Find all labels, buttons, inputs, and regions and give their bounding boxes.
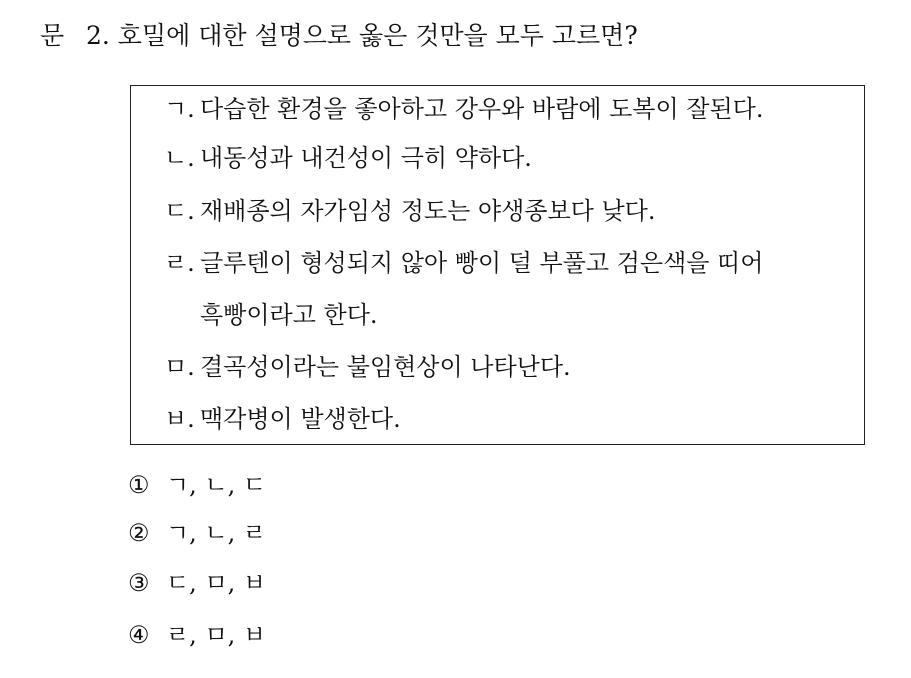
answer-choice[interactable] [128,566,266,600]
statement-box [130,85,865,445]
question-prefix: 문 [40,21,65,50]
answer-choice[interactable] [128,468,266,502]
statement-item [164,246,763,280]
answer-choice[interactable] [128,516,266,550]
statement-text: 결곡성이라는 불임현상이 나타난다. [200,353,571,381]
statement-label: ㅁ. [164,353,195,381]
question-stem [40,16,638,56]
statement-text: 재배종의 자가임성 정도는 야생종보다 낮다. [200,197,656,225]
choice-text: ㄱ, ㄴ, ㄹ [166,519,267,547]
choice-number: ③ [128,569,150,597]
choice-number: ② [128,519,150,547]
statement-label: ㄱ. [164,95,195,123]
statement-item [164,350,571,384]
statement-item [164,194,655,228]
choice-text: ㄷ, ㅁ, ㅂ [166,569,267,597]
answer-choice[interactable] [128,618,266,652]
statement-text: 글루텐이 형성되지 않아 빵이 덜 부풀고 검은색을 띠어 [200,249,764,277]
statement-label: ㅂ. [164,405,195,433]
statement-item [164,141,532,175]
choice-number: ① [128,471,150,499]
statement-text: 내동성과 내건성이 극히 약하다. [200,144,532,172]
choice-text: ㄱ, ㄴ, ㄷ [166,471,267,499]
statement-item [164,402,401,436]
statement-text: 다습한 환경을 좋아하고 강우와 바람에 도복이 잘된다. [200,95,764,123]
statement-continuation: 흑빵이라고 한다. [200,301,378,329]
choice-text: ㄹ, ㅁ, ㅂ [166,621,267,649]
statement-text: 맥각병이 발생한다. [200,405,401,433]
statement-item [164,92,763,126]
statement-label: ㄹ. [164,249,195,277]
statement-label: ㄷ. [164,197,195,225]
question-text: 2. 호밀에 대한 설명으로 옳은 것만을 모두 고르면? [86,21,638,50]
choice-number: ④ [128,621,150,649]
statement-label: ㄴ. [164,144,195,172]
